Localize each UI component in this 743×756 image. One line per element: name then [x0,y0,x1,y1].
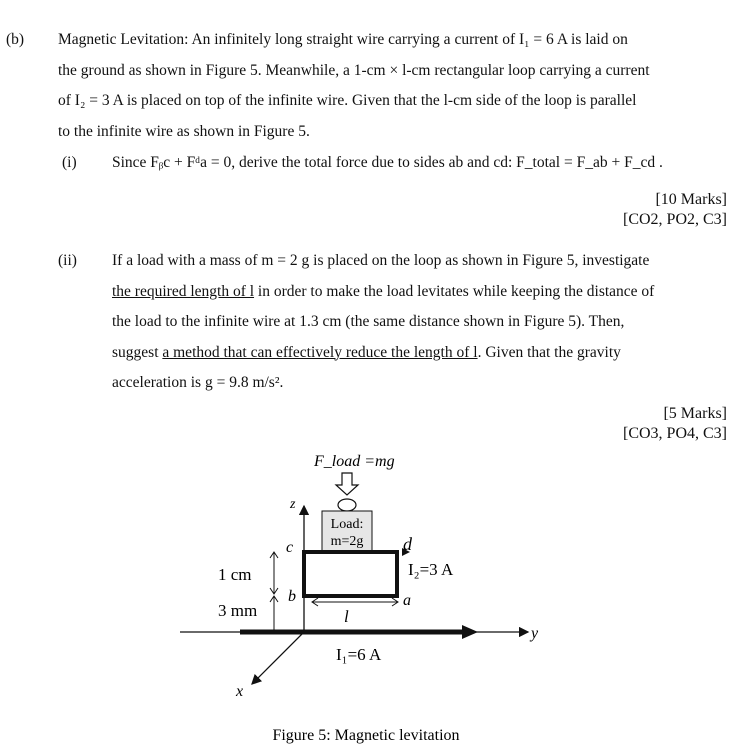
figure-diagram [0,440,743,756]
corner-c: c [286,539,294,556]
q2-line: If a load with a mass of m = 2 g is placed on the loop as shown in Figure 5, investigate [112,252,650,269]
loop-current-label: I₂=3 A [408,560,454,579]
figure-caption: Figure 5: Magnetic levitation [272,727,460,744]
z-axis-label: z [290,497,296,512]
q2-line-rest: in order to make the load levitates while keeping the distance of [254,282,655,300]
dim-gap-label: 3 mm [218,601,258,620]
q2-marks: [5 Marks] [663,405,727,422]
q2-text [112,246,728,399]
q1-codes: [CO2, PO2, C3] [622,211,727,228]
q2-line: the load to the infinite wire at 1.3 cm (the same distance shown in Figure 5). Then, [112,313,625,330]
q1-statement: Since Fᵦc + Fᵈa = 0, derive the total force due to sides ab and cd: F_total = F_ab + F_cd . [112,154,663,171]
corner-d: d [403,534,412,554]
q2-underlined-phrase: the required length of l [112,282,255,300]
down-arrow-icon [336,473,358,495]
corner-a: a [403,592,411,609]
intro-line: Magnetic Levitation: An infinitely long straight wire carrying a current of I₁ = 6 A is laid on [58,31,628,48]
x-axis-label: x [236,683,244,700]
q2-underlined-phrase: a method that can effectively reduce the length of l [162,343,478,361]
load-mass: m=2g [330,534,364,549]
q1-label: (i) [62,154,77,171]
part-label: (b) [6,31,25,48]
y-axis-label: y [531,625,539,642]
current-loop [304,552,397,596]
x-axis [252,632,304,684]
intro-line: the ground as shown in Figure 5. Meanwhile, a 1-cm × l-cm rectangular loop carrying a current [58,61,650,79]
dim-loop-label: 1 cm [218,565,252,584]
q2-line-pre: suggest [112,343,163,361]
q1-text [112,148,728,179]
q2-codes: [CO3, PO4, C3] [622,425,727,442]
intro-paragraph [58,25,728,147]
q2-line [112,277,728,308]
q2-line-post: . Given that the gravity [477,343,621,361]
corner-b: b [288,588,296,605]
q2-line: acceleration is g = 9.8 m/s². [112,374,284,391]
q2-label: (ii) [58,252,77,269]
load-ball [338,499,356,511]
wire-arrow [462,625,478,639]
intro-line: of I₂ = 3 A is placed on top of the infinite wire. Given that the l-cm side of the loop is parallel [58,92,637,109]
q1-marks: [10 Marks] [655,191,727,208]
wire-current-label: I₁=6 A [336,645,382,664]
load-text: Load: [330,517,364,532]
length-label: l [344,607,349,626]
force-label: F_load =mg [314,453,395,470]
q2-line [112,338,728,369]
intro-line: to the infinite wire as shown in Figure 5. [58,122,310,140]
